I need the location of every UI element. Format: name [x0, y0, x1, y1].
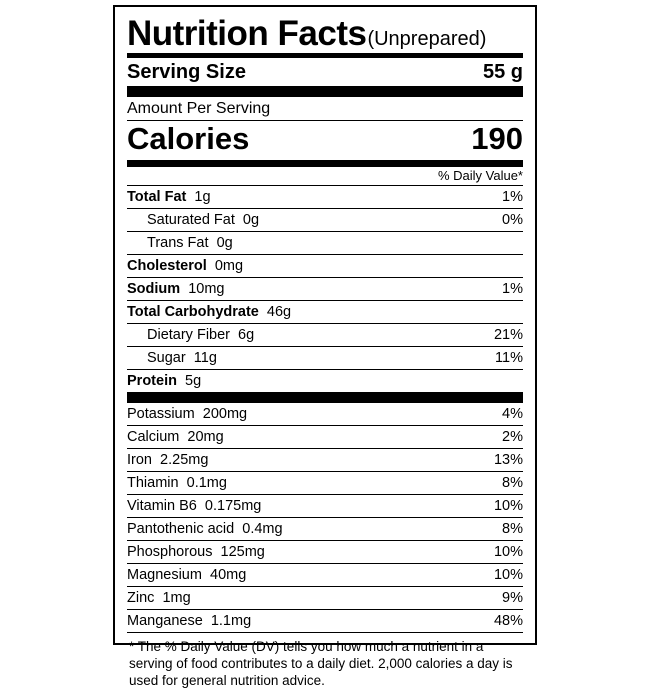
nutrient-name	[127, 498, 261, 515]
nutrient-amount: 0g	[234, 211, 260, 228]
nutrient-amount: 1.1mg	[202, 612, 252, 629]
nutrient-name	[127, 235, 233, 252]
nutrient-daily-value: 8%	[502, 474, 523, 491]
nutrient-amount: 0.175mg	[196, 497, 262, 514]
nutrient-name	[127, 406, 247, 423]
nutrient-row	[127, 518, 523, 540]
nutrient-name	[127, 567, 246, 584]
nutrient-label: Trans Fat	[147, 234, 209, 251]
divider-under-protein	[127, 392, 523, 403]
nutrient-daily-value: 1%	[502, 280, 523, 297]
nutrient-daily-value: 13%	[493, 451, 523, 468]
nutrient-row	[127, 541, 523, 563]
nutrient-label: Manganese	[127, 612, 203, 629]
nutrient-name	[127, 327, 254, 344]
nutrient-row	[127, 301, 523, 323]
serving-size-value: 55 g	[482, 61, 523, 83]
nutrient-name	[127, 281, 225, 298]
nutrient-label: Sugar	[147, 349, 186, 366]
nutrient-amount: 46g	[258, 303, 292, 320]
nutrient-label: Iron	[127, 451, 152, 468]
nutrient-amount: 0mg	[206, 257, 244, 274]
nutrient-label: Protein	[127, 372, 177, 389]
nutrient-row	[127, 564, 523, 586]
nutrient-daily-value: 10%	[493, 543, 523, 560]
serving-size-row	[127, 58, 523, 86]
nutrient-daily-value: 48%	[493, 612, 523, 629]
nutrient-row	[127, 370, 523, 392]
nutrient-row	[127, 449, 523, 471]
nutrient-daily-value: 9%	[502, 589, 523, 606]
nutrient-amount: 1g	[186, 188, 211, 205]
nutrient-label: Vitamin B6	[127, 497, 197, 514]
nutrient-name	[127, 613, 251, 630]
page-title: Nutrition Facts	[127, 14, 367, 53]
nutrient-row	[127, 278, 523, 300]
nutrient-label: Calcium	[127, 428, 180, 445]
nutrient-row	[127, 495, 523, 517]
nutrient-daily-value: 11%	[495, 349, 523, 366]
nutrient-label: Phosphorous	[127, 543, 213, 560]
nutrient-name	[127, 189, 211, 206]
nutrient-amount: 10mg	[180, 280, 225, 297]
nutrient-name	[127, 590, 191, 607]
nutrient-label: Magnesium	[127, 566, 202, 583]
nutrient-daily-value: 21%	[493, 326, 523, 343]
nutrient-amount: 0g	[208, 234, 233, 251]
daily-value-header: % Daily Value*	[437, 168, 523, 183]
calories-label: Calories	[127, 121, 250, 156]
nutrient-label: Dietary Fiber	[147, 326, 230, 343]
nutrient-daily-value: 10%	[493, 566, 523, 583]
nutrient-label: Thiamin	[127, 474, 179, 491]
nutrient-amount: 0.1mg	[178, 474, 227, 491]
nutrient-amount: 40mg	[201, 566, 247, 583]
nutrient-daily-value: 4%	[502, 405, 523, 422]
nutrient-row	[127, 472, 523, 494]
nutrient-amount: 20mg	[179, 428, 224, 445]
nutrient-amount: 200mg	[194, 405, 248, 422]
nutrient-daily-value: 10%	[493, 497, 523, 514]
nutrient-daily-value: 8%	[502, 520, 523, 537]
nutrient-row	[127, 610, 523, 632]
serving-size-label: Serving Size	[127, 61, 246, 83]
nutrient-name	[127, 521, 283, 538]
nutrient-amount: 6g	[230, 326, 255, 343]
nutrient-daily-value: 1%	[502, 188, 523, 205]
micro-nutrients-list	[127, 403, 523, 632]
nutrient-daily-value: 2%	[502, 428, 523, 445]
main-nutrients-list	[127, 186, 523, 392]
divider-under-serving	[127, 86, 523, 97]
calories-row	[127, 121, 523, 160]
nutrient-amount: 11g	[185, 349, 217, 366]
nutrient-amount: 125mg	[212, 543, 265, 560]
nutrient-amount: 5g	[176, 372, 202, 389]
nutrient-label: Saturated Fat	[147, 211, 235, 228]
amount-per-serving: Amount Per Serving	[127, 100, 271, 117]
nutrient-label: Total Carbohydrate	[127, 303, 259, 320]
divider-under-calories	[127, 160, 523, 167]
nutrient-daily-value: 0%	[502, 211, 523, 228]
nutrient-row	[127, 403, 523, 425]
nutrient-row	[127, 255, 523, 277]
nutrient-row	[127, 232, 523, 254]
nutrient-label: Cholesterol	[127, 257, 207, 274]
nutrient-label: Pantothenic acid	[127, 520, 235, 537]
footnote: * The % Daily Value (DV) tells you how much a nutrient in a serving of food contributes to a daily diet. 2,000 calories a day is used for general nutrition advice.	[129, 639, 513, 688]
nutrient-row	[127, 426, 523, 448]
nutrient-amount: 2.25mg	[152, 451, 209, 468]
nutrient-name	[127, 373, 201, 390]
nutrient-label: Zinc	[127, 589, 155, 606]
nutrient-name	[127, 429, 224, 446]
nutrition-facts-panel	[113, 5, 537, 688]
nutrient-amount: 0.4mg	[234, 520, 283, 537]
nutrient-row	[127, 347, 523, 369]
nutrient-label: Sodium	[127, 280, 181, 297]
nutrient-row	[127, 209, 523, 231]
nutrient-name	[127, 350, 217, 367]
title-row	[127, 15, 523, 53]
nutrient-row	[127, 324, 523, 346]
nutrient-row	[127, 186, 523, 208]
nutrient-name	[127, 452, 208, 469]
nutrient-name	[127, 304, 291, 321]
nutrient-name	[127, 212, 259, 229]
nutrient-label: Total Fat	[127, 188, 187, 205]
nutrient-name	[127, 544, 265, 561]
nutrient-amount: 1mg	[154, 589, 191, 606]
title-suffix: (Unprepared)	[367, 28, 487, 50]
calories-value: 190	[471, 121, 523, 156]
nutrient-name	[127, 475, 227, 492]
nutrient-name	[127, 258, 243, 275]
nutrient-label: Potassium	[127, 405, 195, 422]
nutrient-row	[127, 587, 523, 609]
